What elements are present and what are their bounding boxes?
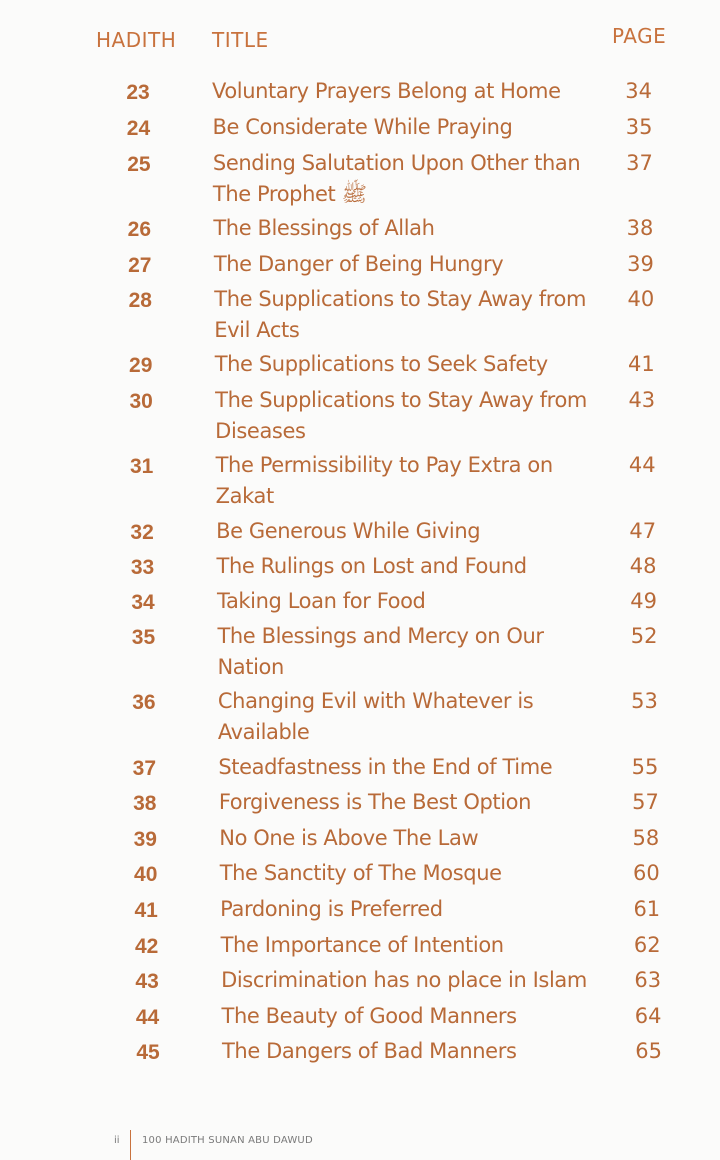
page-number: 47: [629, 519, 657, 543]
hadith-title-line: The Rulings on Lost and Found: [216, 554, 527, 578]
hadith-title-line: The Prophet ﷺ: [212, 182, 367, 206]
hadith-title-line: Available: [217, 720, 310, 744]
hadith-number: 26: [127, 218, 152, 241]
hadith-number: 44: [135, 1006, 160, 1029]
page-number: 39: [627, 252, 654, 276]
hadith-title-line: The Blessings and Mercy on Our: [217, 624, 544, 648]
hadith-number: 45: [136, 1041, 160, 1064]
hadith-title-line: The Supplications to Stay Away from: [214, 287, 587, 311]
toc-entry[interactable]: [0, 76, 720, 107]
toc-entry[interactable]: [0, 930, 720, 961]
page-number: 41: [627, 352, 655, 376]
hadith-title-line: Forgiveness is The Best Option: [218, 790, 532, 814]
hadith-number: 38: [133, 792, 157, 815]
toc-entry[interactable]: [0, 787, 720, 818]
page-number: 37: [626, 151, 653, 175]
hadith-column-header: HADITH: [96, 28, 177, 52]
toc-entry[interactable]: [0, 1036, 720, 1067]
hadith-title-line: Voluntary Prayers Belong at Home: [212, 79, 561, 103]
hadith-title-line: The Importance of Intention: [220, 933, 504, 957]
toc-entry[interactable]: [0, 516, 720, 547]
hadith-number: 41: [134, 899, 158, 922]
hadith-title-line: The Supplications to Seek Safety: [214, 352, 548, 376]
page-number: 60: [632, 861, 660, 885]
footer-book-title: 100 HADITH SUNAN ABU DAWUD: [142, 1135, 313, 1146]
page-number: 40: [627, 287, 655, 311]
toc-entry[interactable]: [0, 858, 720, 889]
footer-divider: [130, 1130, 131, 1160]
hadith-number: 39: [133, 828, 157, 851]
page-number: 38: [626, 216, 654, 240]
hadith-title-line: Diseases: [215, 419, 306, 443]
toc-entry[interactable]: [0, 112, 720, 143]
page-number: 52: [630, 624, 658, 648]
hadith-title-line: The Danger of Being Hungry: [213, 252, 504, 276]
page-number: 35: [625, 115, 653, 139]
hadith-title-line: The Blessings of Allah: [213, 216, 435, 240]
hadith-number: 25: [127, 153, 151, 176]
hadith-number: 33: [130, 556, 155, 579]
toc-entry[interactable]: [0, 148, 720, 210]
hadith-number: 37: [132, 757, 157, 780]
page-number: 48: [629, 554, 657, 578]
hadith-title-line: Taking Loan for Food: [217, 589, 426, 613]
hadith-title-line: The Dangers of Bad Manners: [222, 1039, 517, 1063]
toc-entry[interactable]: [0, 349, 720, 380]
page-number: 64: [634, 1004, 662, 1028]
page-number: 65: [635, 1039, 662, 1063]
page-number: 44: [628, 453, 656, 477]
page-number: 34: [625, 79, 652, 103]
hadith-number: 40: [134, 863, 158, 886]
toc-entry[interactable]: [0, 686, 720, 748]
page-column-header: PAGE: [612, 24, 667, 48]
toc-entry[interactable]: [0, 586, 720, 617]
page-number: 63: [634, 968, 662, 992]
hadith-number: 31: [129, 455, 154, 478]
hadith-number: 32: [130, 521, 154, 544]
hadith-title-line: Zakat: [215, 484, 274, 508]
page-number: 57: [632, 790, 659, 814]
page-number: 61: [633, 897, 661, 921]
toc-entry[interactable]: [0, 551, 720, 582]
hadith-number: 28: [128, 289, 152, 312]
toc-entry[interactable]: [0, 385, 720, 447]
page-number: 53: [631, 689, 658, 713]
toc-entry[interactable]: [0, 249, 720, 280]
toc-entry[interactable]: [0, 965, 720, 996]
hadith-number: 36: [132, 691, 156, 714]
hadith-title-line: Discrimination has no place in Islam: [221, 968, 587, 992]
hadith-title-line: Be Considerate While Praying: [212, 115, 513, 139]
page-number: 58: [632, 826, 660, 850]
hadith-number: 23: [126, 81, 150, 104]
hadith-title-line: Be Generous While Giving: [216, 519, 481, 543]
hadith-number: 27: [128, 254, 152, 277]
page-number: 62: [633, 933, 661, 957]
hadith-number: 42: [134, 935, 159, 958]
hadith-title-line: No One is Above The Law: [219, 826, 479, 850]
hadith-number: 43: [135, 970, 159, 993]
hadith-number: 34: [131, 591, 155, 614]
hadith-title-line: The Permissibility to Pay Extra on: [215, 453, 553, 477]
hadith-title-line: Evil Acts: [214, 318, 300, 342]
title-column-header: TITLE: [212, 28, 269, 52]
hadith-title-line: Steadfastness in the End of Time: [218, 755, 553, 779]
hadith-title-line: Sending Salutation Upon Other than: [212, 151, 581, 175]
footer-page-number: ii: [114, 1135, 120, 1146]
hadith-title-line: The Beauty of Good Manners: [221, 1004, 517, 1028]
page-number: 49: [630, 589, 657, 613]
hadith-number: 35: [131, 626, 156, 649]
page-number: 43: [628, 388, 656, 412]
hadith-title-line: Changing Evil with Whatever is: [217, 689, 534, 713]
toc-entry[interactable]: [0, 284, 720, 346]
hadith-title-line: Nation: [217, 655, 284, 679]
toc-entry[interactable]: [0, 213, 720, 244]
page-number: 55: [631, 755, 659, 779]
toc-entry[interactable]: [0, 752, 720, 783]
hadith-title-line: The Sanctity of The Mosque: [219, 861, 502, 885]
toc-entry[interactable]: [0, 1001, 720, 1032]
hadith-title-line: The Supplications to Stay Away from: [215, 388, 587, 412]
hadith-number: 24: [126, 117, 151, 140]
hadith-title-line: Pardoning is Preferred: [220, 897, 443, 921]
hadith-number: 30: [129, 390, 153, 413]
toc-entry[interactable]: [0, 450, 720, 512]
toc-entry[interactable]: [0, 823, 720, 854]
hadith-number: 29: [129, 354, 153, 377]
toc-header: [0, 24, 720, 64]
toc-entry[interactable]: [0, 894, 720, 925]
toc-entry[interactable]: [0, 621, 720, 683]
